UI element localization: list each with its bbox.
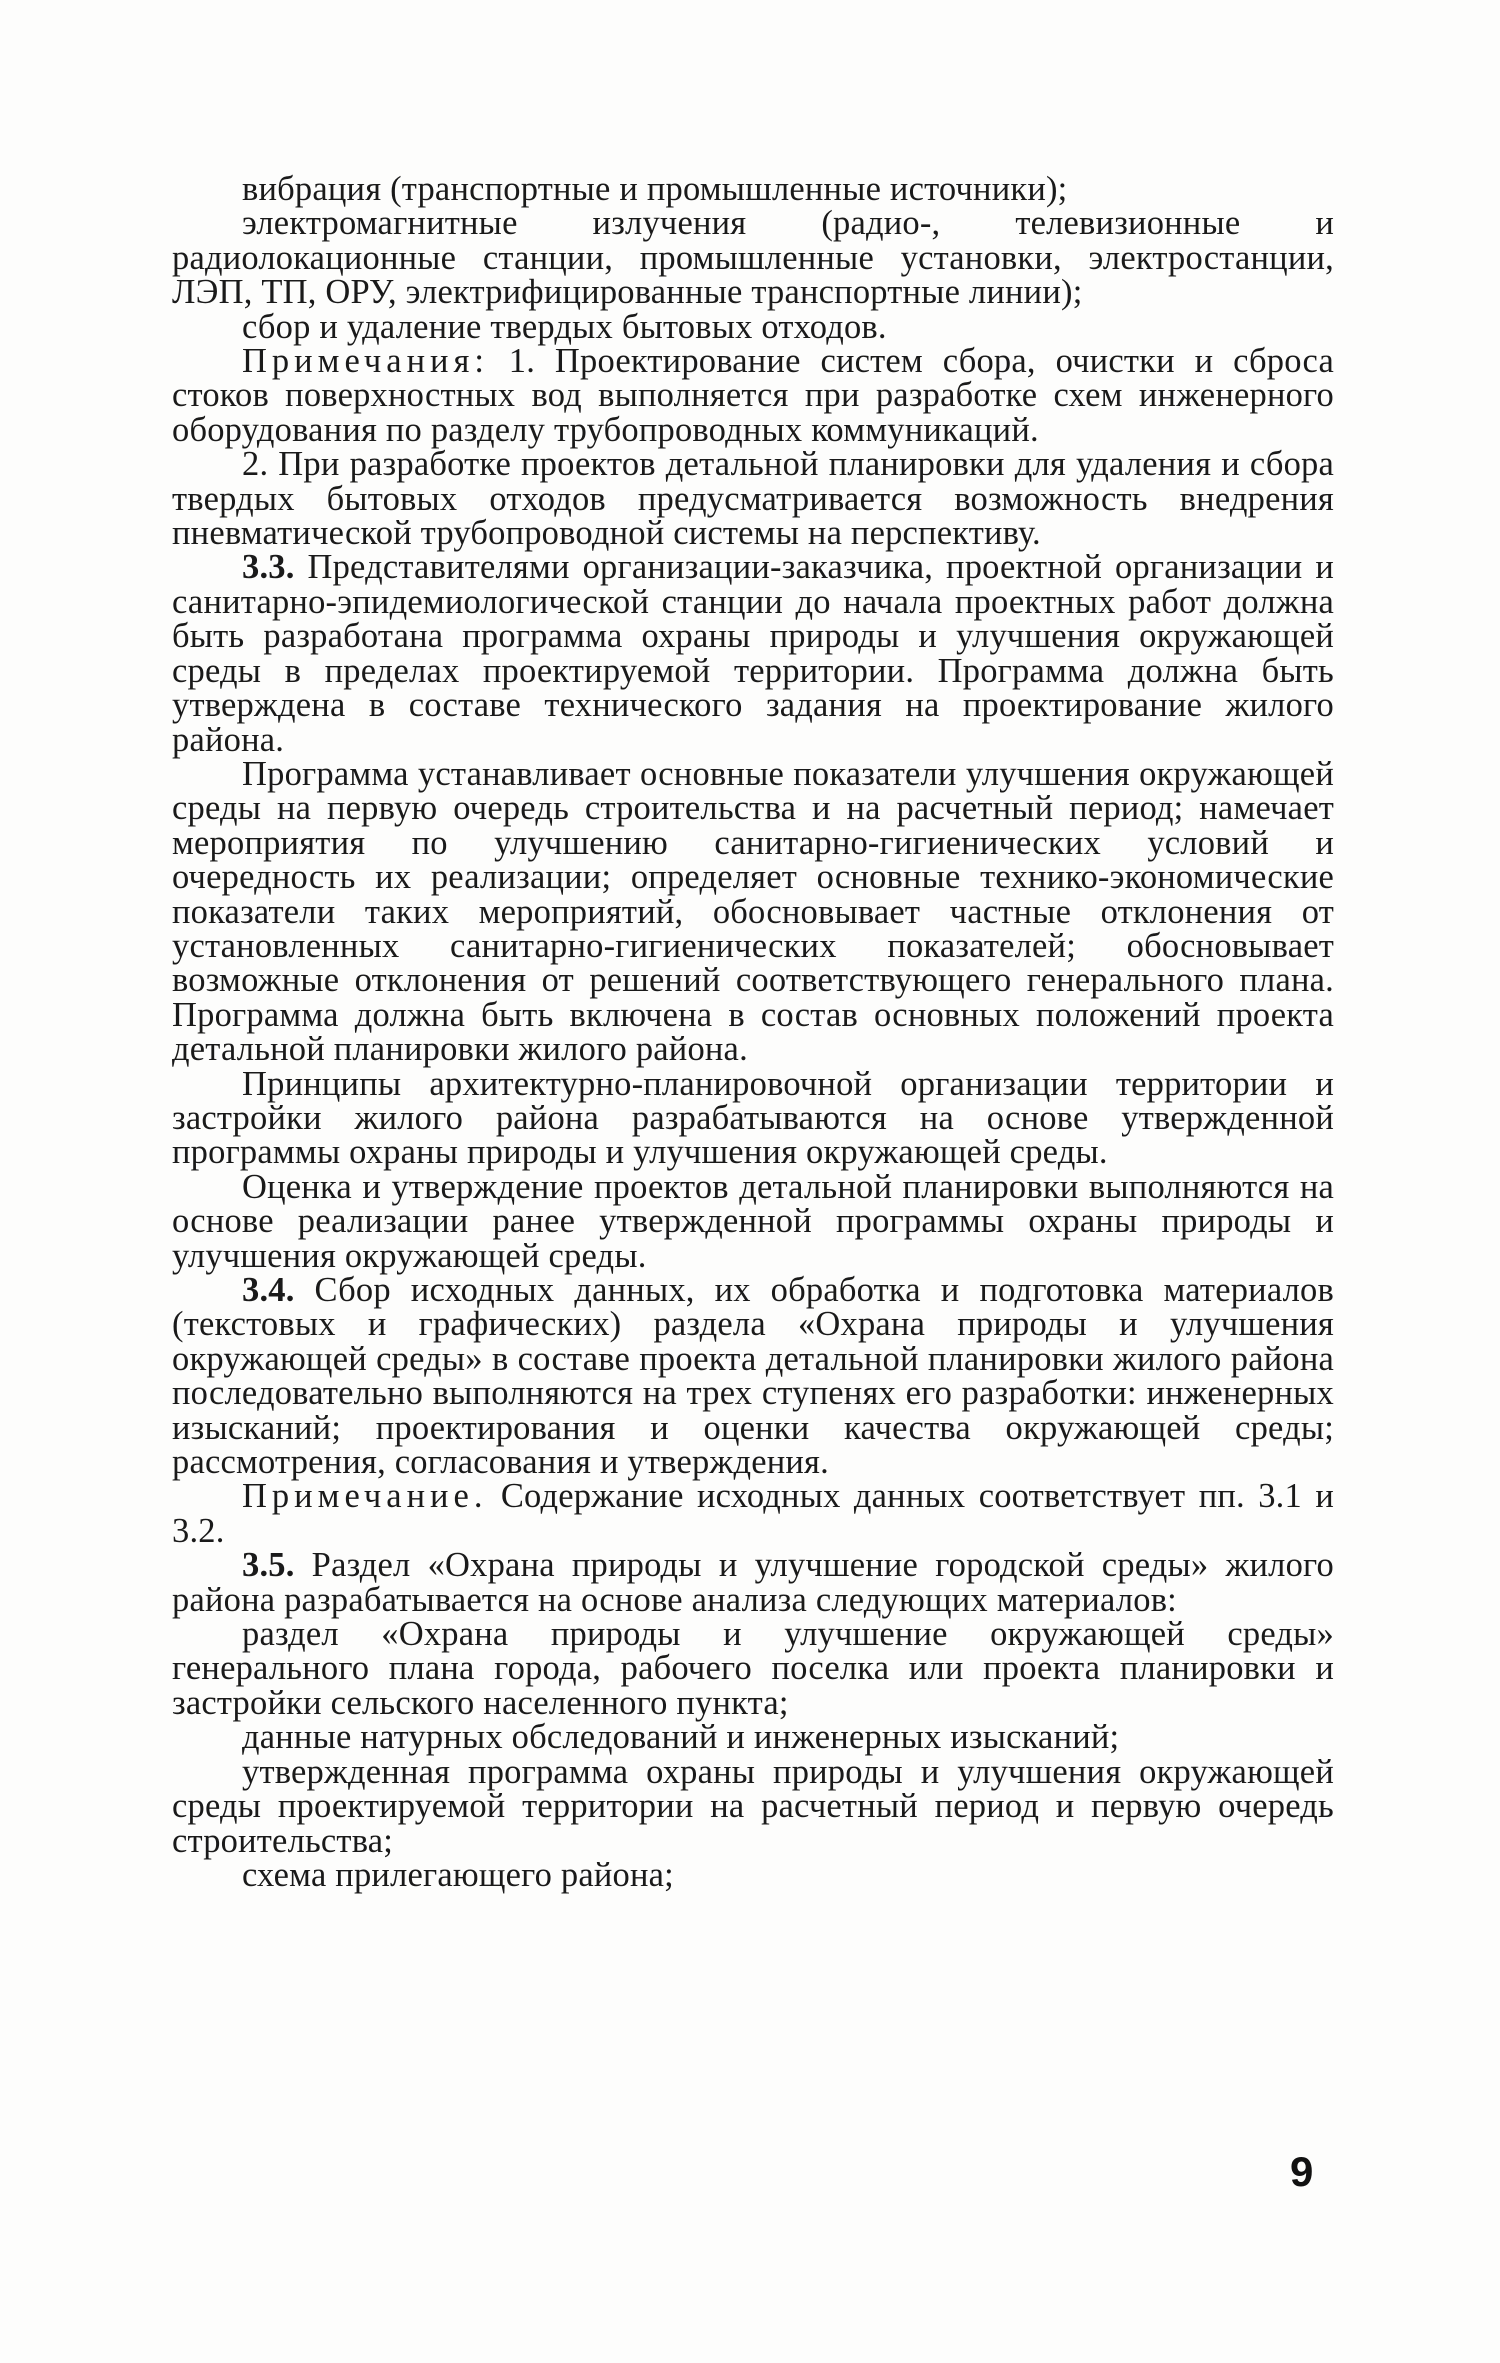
paragraph-principles: Принципы архитектурно-планировочной организации территории и застройки жилого района разрабатываются на основе утвержденной программы охраны природы и улучшения окружающей среды.	[172, 1064, 1334, 1172]
paragraph-electromagnetic: электромагнитные излучения (радио-, телевизионные и радиолокационные станции, промышленные установки, электростанции, ЛЭП, ТП, ОРУ, электрифицированные транспортные линии);	[172, 204, 1334, 312]
note-3-label: Примечание.	[242, 1477, 488, 1516]
section-3-5-number: 3.5.	[242, 1546, 295, 1585]
page-number: 9	[1290, 2148, 1314, 2195]
note-2: 2. При разработке проектов детальной планировки для удаления и сбора твердых бытовых отходов предусматривается возможность внедрения пневматической трубопроводной системы на перспективу.	[172, 445, 1334, 553]
note-1-label: Примечания:	[242, 342, 489, 381]
note-3-text: Содержание исходных данных соответствует пп. 3.1 и 3.2.	[172, 1477, 1334, 1550]
paragraph-evaluation: Оценка и утверждение проектов детальной планировки выполняются на основе реализации ранее утвержденной программы охраны природы и улучшения окружающей среды.	[172, 1167, 1334, 1275]
paragraph-program: Программа устанавливает основные показатели улучшения окружающей среды на первую очередь строительства и на расчетный период; намечает мероприятия по улучшению санитарно-гигиенических условий и очередность их реализации; определяет основные технико-экономические показатели таких мероприятий, обосновывает частные отклонения от установленных санитарно-гигиенических показателей; обосновывает возможные отклонения от решений соответствующего генерального плана. Программа должна быть включена в состав основных положений проекта детальной планировки жилого района.	[172, 754, 1334, 1069]
section-3-4	[172, 1271, 1334, 1482]
note-3	[172, 1479, 1334, 1548]
section-3-3-number: 3.3.	[242, 548, 295, 587]
body-text	[172, 172, 1334, 1892]
section-3-4-number: 3.4.	[242, 1271, 295, 1309]
section-3-3-text: Представителями организации-заказчика, проектной организации и санитарно-эпидемиологической станции до начала проектных работ должна быть разработана программа охраны природы и улучшения окружающей среды в пределах проектируемой территории. Программа должна быть утверждена в составе технического задания на проектирование жилого района.	[172, 548, 1334, 759]
section-3-4-text: Сбор исходных данных, их обработка и подготовка материалов (текстовых и графических) раздела «Охрана природы и улучшения окружающей среды» в составе проекта детальной планировки жилого района последовательно выполняются на трех ступенях его разработки: инженерных изысканий; проектирования и оценки качества окружающей среды; рассмотрения, согласования и утверждения.	[172, 1271, 1334, 1482]
list-item-approved-program: утвержденная программа охраны природы и улучшения окружающей среды проектируемой территории на расчетный период и первую очередь строительства;	[172, 1752, 1334, 1860]
list-item-survey-data: данные натурных обследований и инженерных изысканий;	[242, 1718, 1120, 1757]
section-3-5-text: Раздел «Охрана природы и улучшение городской среды» жилого района разрабатывается на основе анализа следующих материалов:	[172, 1546, 1334, 1619]
section-3-3	[172, 548, 1334, 759]
list-item-general-plan: раздел «Охрана природы и улучшение окружающей среды» генерального плана города, рабочего поселка или проекта планировки и застройки сельского населенного пункта;	[172, 1615, 1334, 1722]
paragraph-vibration: вибрация (транспортные и промышленные источники);	[242, 170, 1068, 208]
paragraph-waste: сбор и удаление твердых бытовых отходов.	[242, 307, 887, 346]
note-1-text: 1. Проектирование систем сбора, очистки и сброса стоков поверхностных вод выполняется при разработке схем инженерного оборудования по разделу трубопроводных коммуникаций.	[172, 342, 1334, 449]
note-1	[172, 344, 1334, 447]
list-item-adjacent-scheme: схема прилегающего района;	[242, 1855, 674, 1894]
section-3-5	[172, 1548, 1334, 1617]
